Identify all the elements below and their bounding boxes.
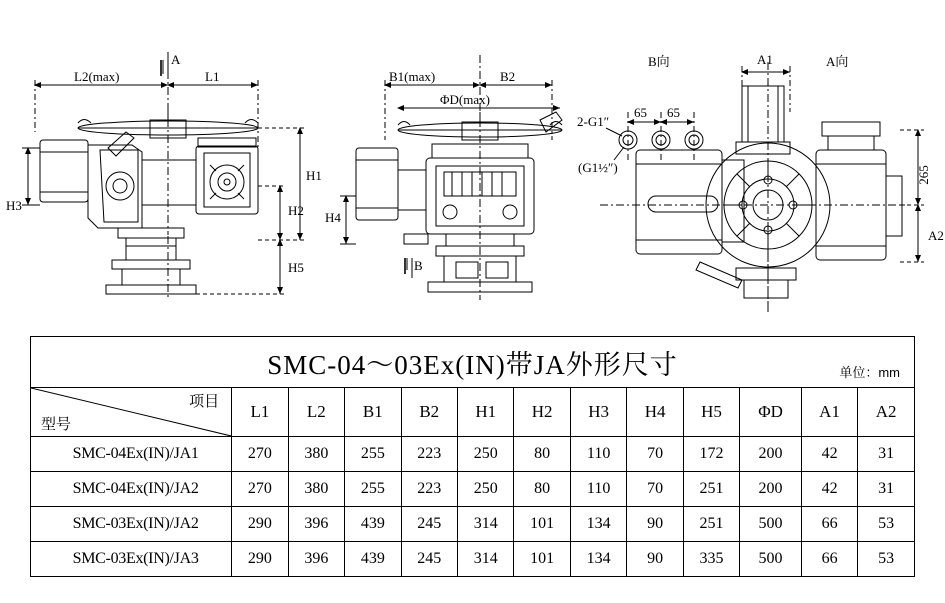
cell-a1: 42 [801,472,857,507]
header-model-label: 型号 [41,416,72,433]
label-2g1: 2-G1″ [577,114,610,129]
table-header-row [31,388,915,437]
label-a2: A2 [928,228,944,243]
cell-b2: 223 [401,472,457,507]
header-col-phid: ΦD [740,388,802,437]
cell-a2: 31 [858,437,915,472]
label-h4: H4 [325,210,341,225]
cell-h1: 314 [458,507,514,542]
header-corner-cell [31,388,232,437]
header-col-b2: B2 [401,388,457,437]
cell-h3: 110 [570,437,626,472]
cell-l1: 290 [232,507,288,542]
cell-a1: 42 [801,437,857,472]
label-h3: H3 [6,198,22,213]
table-row [31,437,915,472]
cell-l1: 270 [232,437,288,472]
row-model-name: SMC-04Ex(IN)/JA1 [31,437,232,472]
label-b2: B2 [500,69,516,84]
label-l1: L1 [205,69,220,84]
cell-h4: 70 [627,437,683,472]
label-b1max: B1(max) [389,69,436,84]
cell-l2: 396 [288,542,344,577]
table-unit [839,362,900,381]
cell-h4: 90 [627,507,683,542]
header-col-h3: H3 [570,388,626,437]
label-phi-d-max: ΦD(max) [440,92,490,107]
cell-l2: 396 [288,507,344,542]
cell-b1: 439 [345,507,401,542]
cell-phid: 200 [740,472,802,507]
table-row [31,472,915,507]
cell-h4: 90 [627,542,683,577]
cell-h5: 251 [683,472,739,507]
cell-h1: 250 [458,437,514,472]
cell-a2: 53 [858,507,915,542]
table-row [31,507,915,542]
cell-h3: 134 [570,542,626,577]
cell-a1: 66 [801,507,857,542]
header-item-label: 项目 [189,393,220,410]
label-265: 265 [916,165,931,185]
unit-value: mm [878,365,900,380]
label-l2max: L2(max) [74,69,120,84]
cell-l1: 270 [232,472,288,507]
cell-l2: 380 [288,437,344,472]
label-h5: H5 [288,260,304,275]
cell-h2: 80 [514,472,570,507]
cell-b2: 245 [401,542,457,577]
label-h1: H1 [306,168,322,183]
cell-a1: 66 [801,542,857,577]
cell-b2: 245 [401,507,457,542]
table-row [31,542,915,577]
label-section-b: B [414,258,423,273]
cell-l1: 290 [232,542,288,577]
label-g1half: (G1½″) [578,160,618,175]
header-col-h5: H5 [683,388,739,437]
cell-b1: 255 [345,472,401,507]
header-col-a1: A1 [801,388,857,437]
spec-table [30,336,915,577]
header-col-h4: H4 [627,388,683,437]
cell-b2: 223 [401,437,457,472]
cell-h1: 250 [458,472,514,507]
cell-h5: 335 [683,542,739,577]
cell-b1: 255 [345,437,401,472]
header-col-h1: H1 [458,388,514,437]
cell-phid: 500 [740,507,802,542]
cell-h5: 172 [683,437,739,472]
cell-l2: 380 [288,472,344,507]
label-65-right: 65 [667,105,680,120]
header-col-l2: L2 [288,388,344,437]
row-model-name: SMC-03Ex(IN)/JA3 [31,542,232,577]
table-title-cell [31,337,915,388]
cell-h5: 251 [683,507,739,542]
cell-h1: 314 [458,542,514,577]
header-col-l1: L1 [232,388,288,437]
unit-label: 单位： [839,365,879,380]
label-h2: H2 [288,203,304,218]
label-section-a: A [171,52,181,67]
cell-h4: 70 [627,472,683,507]
table-title: SMC-04～03Ex(IN)带JA外形尺寸 [267,349,678,380]
row-model-name: SMC-04Ex(IN)/JA2 [31,472,232,507]
cell-h3: 134 [570,507,626,542]
label-65-left: 65 [634,105,647,120]
cell-h2: 80 [514,437,570,472]
label-view-b: B向 [648,54,670,69]
cell-h3: 110 [570,472,626,507]
label-view-a: A向 [826,54,849,69]
spec-table-wrapper [30,336,915,577]
header-col-h2: H2 [514,388,570,437]
header-col-b1: B1 [345,388,401,437]
row-model-name: SMC-03Ex(IN)/JA2 [31,507,232,542]
cell-phid: 200 [740,437,802,472]
cell-h2: 101 [514,542,570,577]
label-a1: A1 [757,52,773,67]
cell-b1: 439 [345,542,401,577]
header-col-a2: A2 [858,388,915,437]
cell-a2: 53 [858,542,915,577]
cell-phid: 500 [740,542,802,577]
cell-a2: 31 [858,472,915,507]
cell-h2: 101 [514,507,570,542]
